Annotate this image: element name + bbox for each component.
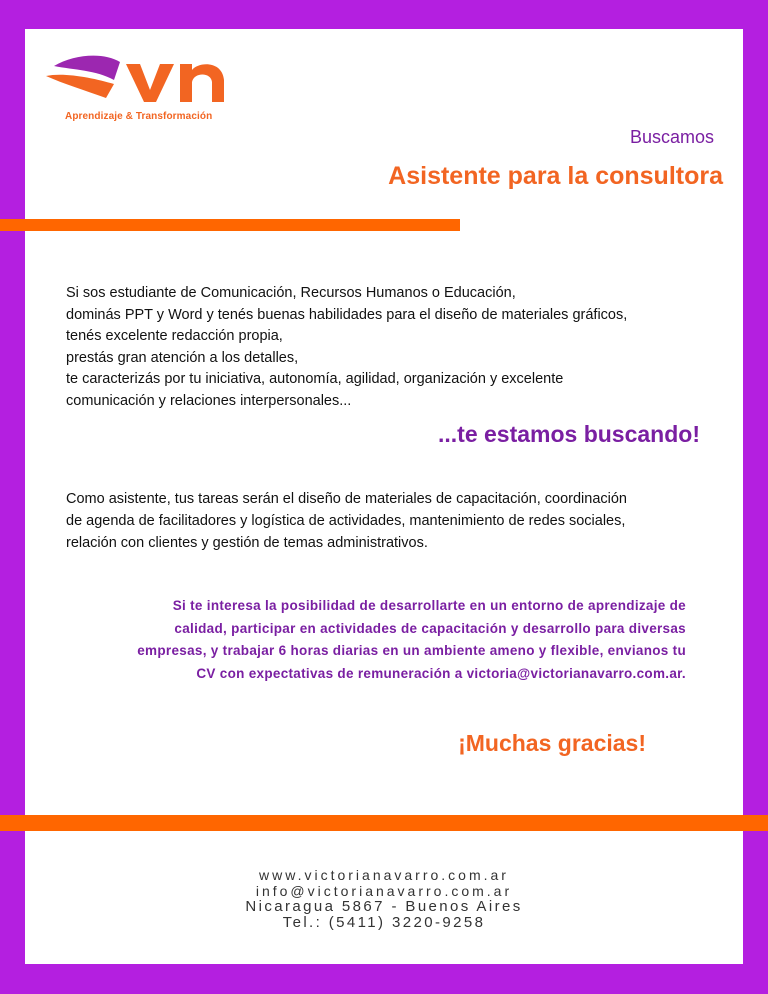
intro-line: dominás PPT y Word y tenés buenas habilidades para el diseño de materiales gráficos,: [66, 306, 628, 323]
logo-letter-n: [180, 64, 224, 102]
application-line: Si te interesa la posibilidad de desarrollarte en un entorno de aprendizaje de: [172, 598, 686, 613]
tasks-line: de agenda de facilitadores y logística de actividades, mantenimiento de redes sociales,: [66, 513, 626, 529]
intro-line: prestás gran atención a los detalles,: [66, 349, 299, 366]
intro-line: comunicación y relaciones interpersonales...: [66, 392, 352, 409]
footer-email[interactable]: info@victorianavarro.com.ar: [255, 883, 513, 899]
tasks-line: Como asistente, tus tareas serán el diseño de materiales de capacitación, coordinación: [66, 491, 627, 507]
logo-tagline: Aprendizaje & Transformación: [65, 111, 213, 122]
intro-line: te caracterizás por tu iniciativa, autonomía, agilidad, organización y excelente: [66, 371, 564, 387]
intro-line: Si sos estudiante de Comunicación, Recursos Humanos o Educación,: [66, 285, 516, 301]
footer-website[interactable]: www.victorianavarro.com.ar: [259, 867, 509, 883]
logo-letter-v: [126, 64, 174, 102]
application-line: calidad, participar en actividades de capacitación y desarrollo para diversas: [174, 620, 686, 636]
logo-swoosh-orange: [46, 75, 114, 98]
bottom-orange-bar: [0, 815, 768, 831]
intro-line: tenés excelente redacción propia,: [66, 328, 283, 344]
tasks-line: relación con clientes y gestión de temas administrativos.: [66, 535, 428, 551]
buscando-heading: ...te estamos buscando!: [437, 421, 700, 447]
application-line: empresas, y trabajar 6 horas diarias en un ambiente ameno y flexible, envianos tu: [137, 643, 686, 658]
footer-contact: [0, 867, 768, 931]
application-paragraph: [46, 595, 686, 685]
tasks-paragraph: [66, 488, 706, 554]
job-title: Asistente para la consultora: [388, 162, 723, 190]
kicker-text: Buscamos: [629, 127, 714, 147]
thanks-heading: ¡Muchas gracias!: [458, 730, 646, 756]
footer-address: Nicaragua 5867 - Buenos Aires: [245, 898, 523, 915]
footer-phone: Tel.: (5411) 3220-9258: [282, 914, 486, 931]
application-line: CV con expectativas de remuneración a victoria@victorianavarro.com.ar.: [196, 665, 686, 681]
intro-paragraph: [66, 283, 706, 412]
top-orange-bar: [0, 219, 460, 231]
